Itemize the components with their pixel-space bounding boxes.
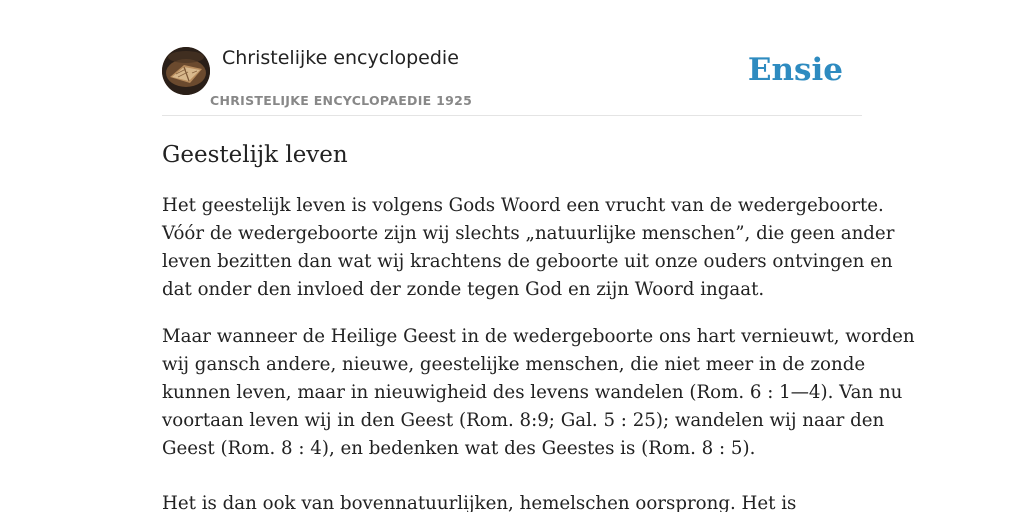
text-line: dat onder den invloed der zonde tegen God en zijn Woord ingaat. bbox=[162, 279, 765, 300]
brand-logo[interactable]: Ensie bbox=[747, 52, 843, 88]
site-name[interactable]: Christelijke encyclopedie bbox=[222, 47, 459, 69]
paragraph-2 bbox=[162, 323, 915, 463]
text-line: Het geestelijk leven is volgens Gods Woord een vrucht van de wedergeboorte. bbox=[162, 195, 884, 216]
text-line: Het is dan ook van bovennatuurlijken, hemelschen oorsprong. Het is bbox=[162, 493, 797, 512]
avatar[interactable] bbox=[162, 47, 210, 95]
paragraph-1 bbox=[162, 192, 895, 304]
article-title: Geestelijk leven bbox=[162, 142, 348, 168]
text-line: wij gansch andere, nieuwe, geestelijke menschen, die niet meer in de zonde bbox=[162, 354, 866, 375]
text-line: Vóór de wedergeboorte zijn wij slechts „natuurlijke menschen”, die geen ander bbox=[162, 223, 895, 244]
header-divider bbox=[162, 115, 862, 116]
text-line: kunnen leven, maar in nieuwigheid des levens wandelen (Rom. 6 : 1—4). Van nu bbox=[162, 382, 903, 403]
paragraph-3 bbox=[162, 490, 862, 512]
text-line: voortaan leven wij in den Geest (Rom. 8:9; Gal. 5 : 25); wandelen wij naar den bbox=[162, 410, 885, 431]
header bbox=[162, 46, 862, 116]
text-line: leven bezitten dan wat wij krachtens de geboorte uit onze ouders ontvingen en bbox=[162, 251, 893, 272]
site-subtitle: CHRISTELIJKE ENCYCLOPAEDIE 1925 bbox=[210, 93, 473, 108]
text-line: Geest (Rom. 8 : 4), en bedenken wat des Geestes is (Rom. 8 : 5). bbox=[162, 438, 756, 459]
book-icon bbox=[162, 47, 210, 95]
text-line: Maar wanneer de Heilige Geest in de wedergeboorte ons hart vernieuwt, worden bbox=[162, 326, 915, 347]
article-body bbox=[162, 192, 915, 512]
